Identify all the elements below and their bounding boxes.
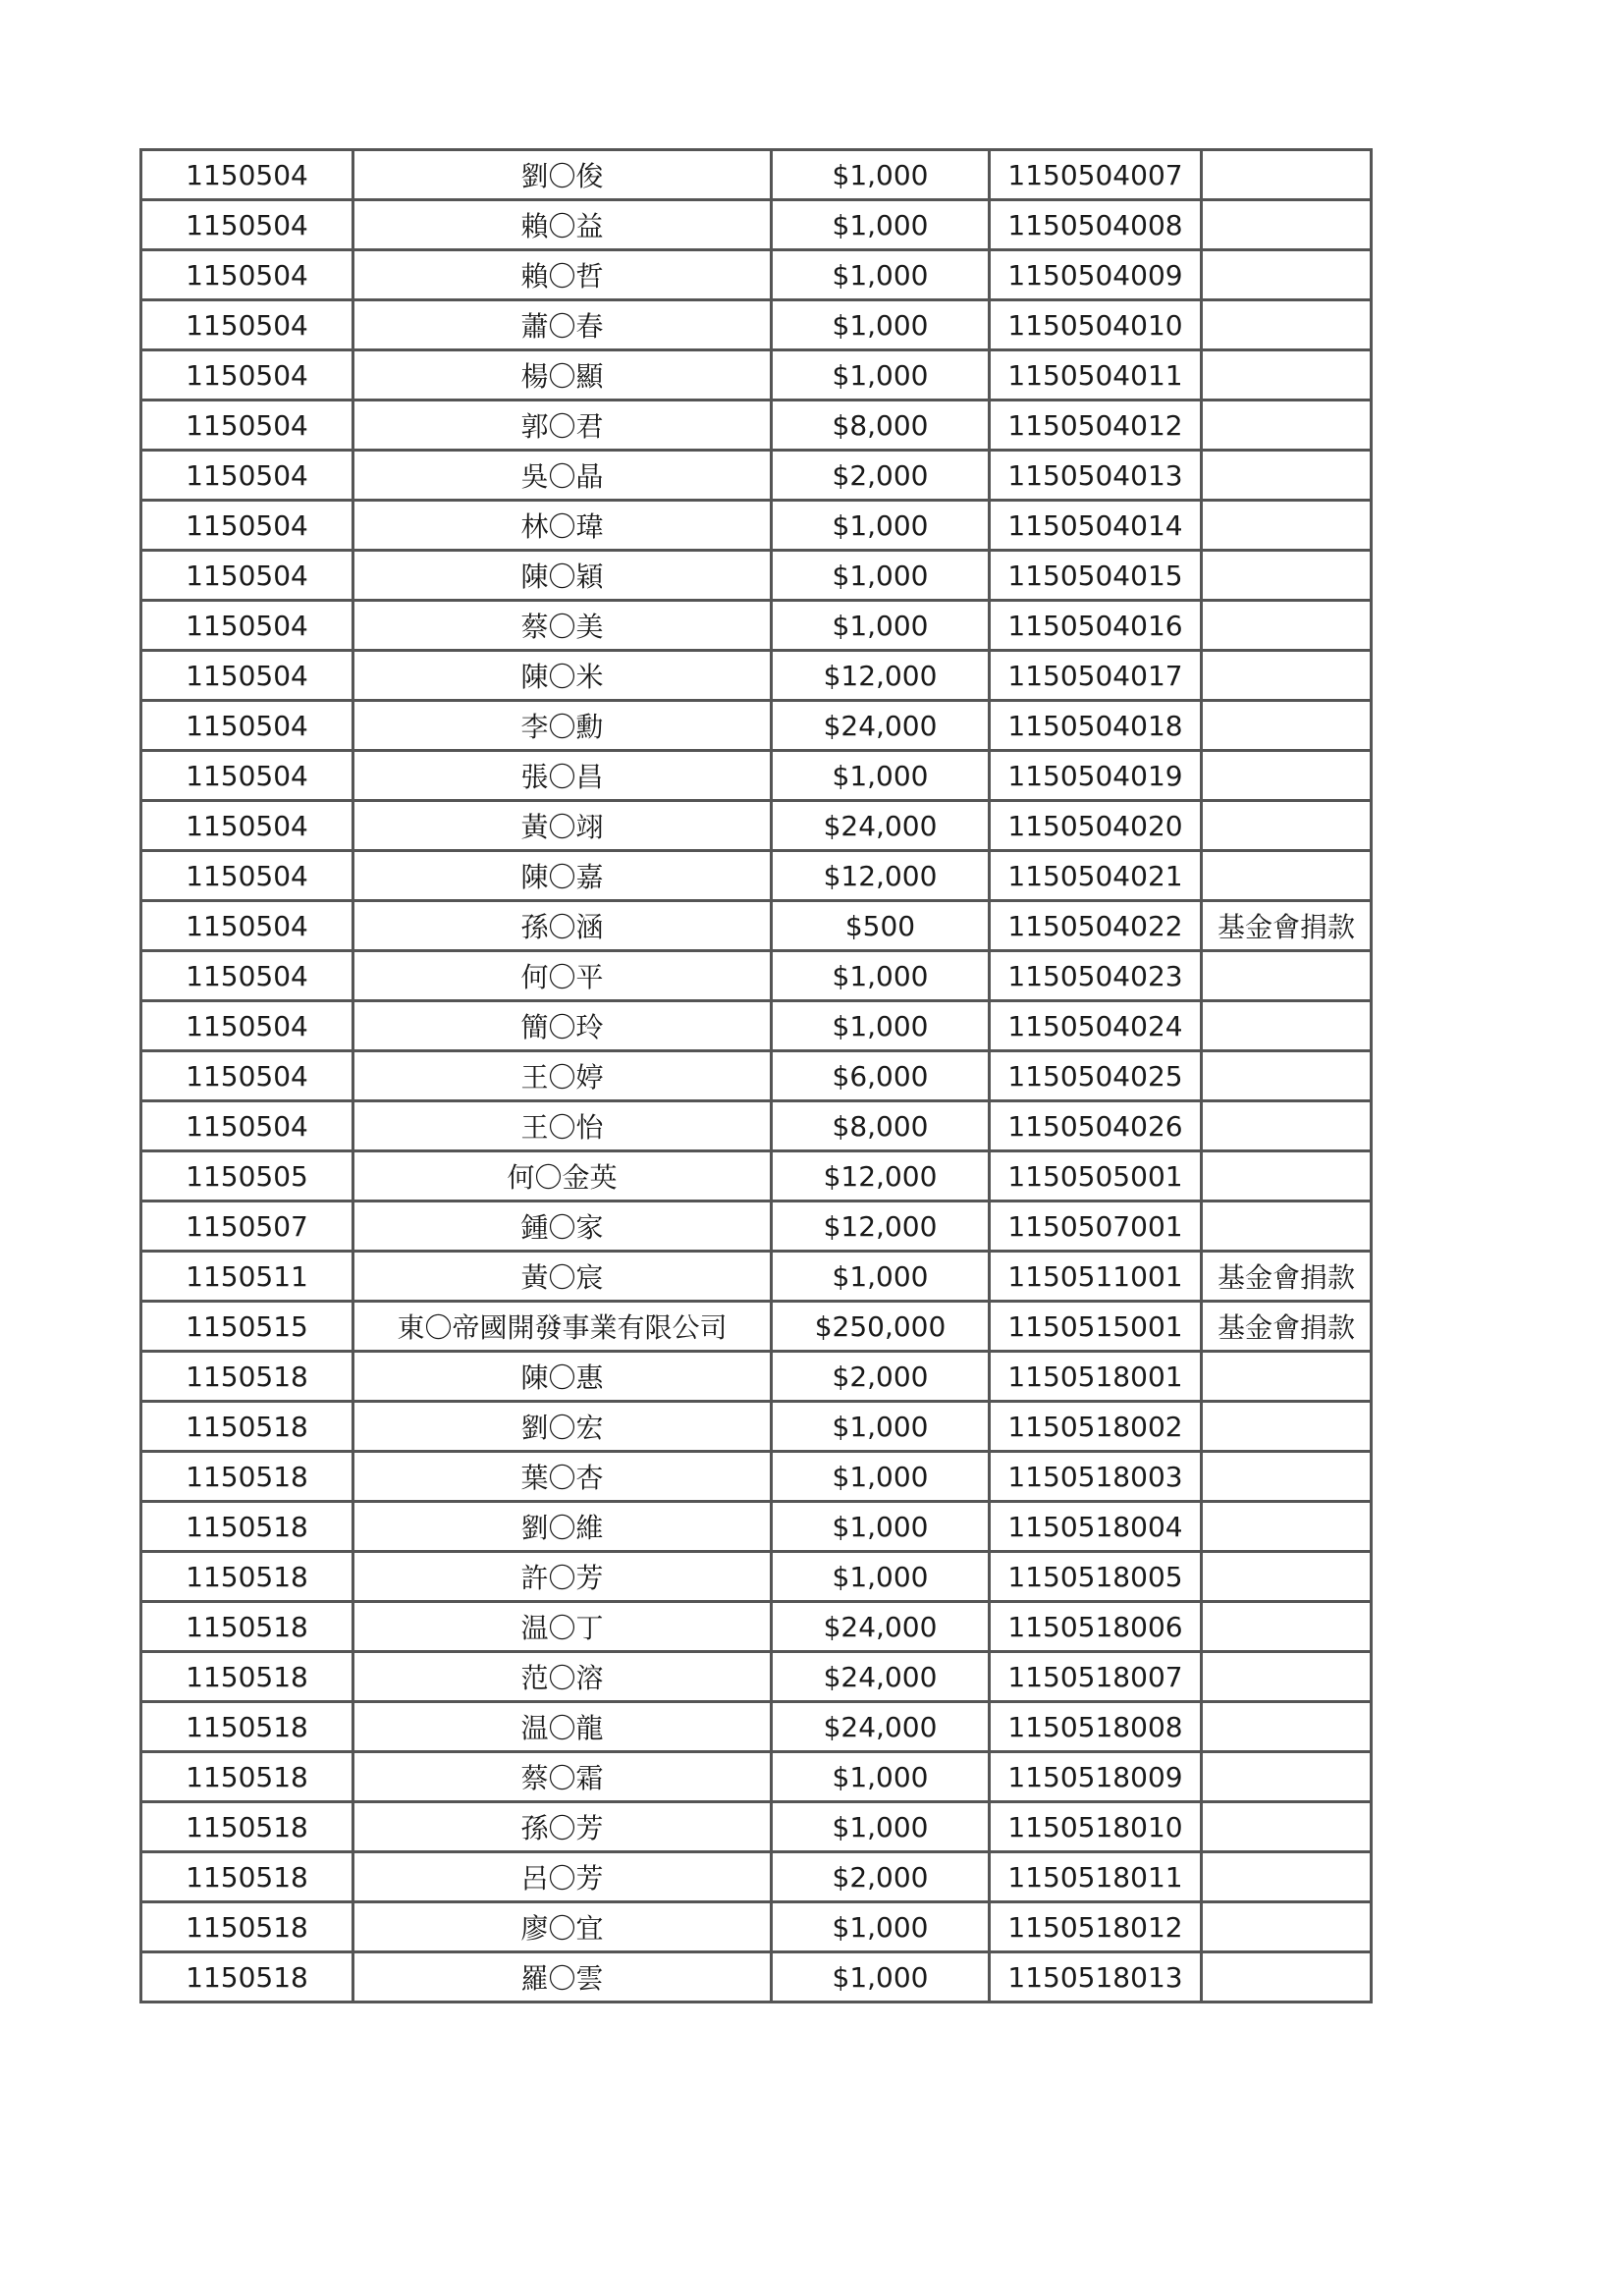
receipt-number-cell: 1150504019 <box>990 751 1202 801</box>
date-cell: 1150518 <box>141 1602 353 1652</box>
table-row <box>141 1802 1372 1852</box>
donor-name-cell: 許〇芳 <box>353 1552 772 1602</box>
amount-cell: $12,000 <box>772 851 990 901</box>
donor-name-cell: 陳〇嘉 <box>353 851 772 901</box>
amount-cell: $12,000 <box>772 651 990 701</box>
donor-name-cell: 陳〇惠 <box>353 1352 772 1402</box>
donor-name-cell: 鍾〇家 <box>353 1201 772 1252</box>
note-cell <box>1202 951 1372 1001</box>
amount-cell: $6,000 <box>772 1051 990 1101</box>
amount-cell: $1,000 <box>772 1001 990 1051</box>
receipt-number-cell: 1150504018 <box>990 701 1202 751</box>
table-row <box>141 1302 1372 1352</box>
receipt-number-cell: 1150504022 <box>990 901 1202 951</box>
amount-cell: $1,000 <box>772 200 990 250</box>
receipt-number-cell: 1150504012 <box>990 400 1202 451</box>
donor-name-cell: 呂〇芳 <box>353 1852 772 1902</box>
note-cell: 基金會捐款 <box>1202 901 1372 951</box>
note-cell <box>1202 1201 1372 1252</box>
note-cell <box>1202 1902 1372 1952</box>
donor-name-cell: 蕭〇春 <box>353 300 772 350</box>
date-cell: 1150504 <box>141 551 353 601</box>
receipt-number-cell: 1150504020 <box>990 801 1202 851</box>
date-cell: 1150518 <box>141 1852 353 1902</box>
receipt-number-cell: 1150504010 <box>990 300 1202 350</box>
date-cell: 1150507 <box>141 1201 353 1252</box>
table-row <box>141 1402 1372 1452</box>
date-cell: 1150504 <box>141 350 353 400</box>
donation-table-body <box>141 150 1372 2002</box>
donor-name-cell: 葉〇杏 <box>353 1452 772 1502</box>
amount-cell: $1,000 <box>772 1552 990 1602</box>
table-row <box>141 901 1372 951</box>
note-cell <box>1202 1952 1372 2002</box>
receipt-number-cell: 1150518006 <box>990 1602 1202 1652</box>
receipt-number-cell: 1150504025 <box>990 1051 1202 1101</box>
date-cell: 1150505 <box>141 1151 353 1201</box>
note-cell <box>1202 300 1372 350</box>
note-cell <box>1202 1352 1372 1402</box>
donor-name-cell: 温〇龍 <box>353 1702 772 1752</box>
donor-name-cell: 林〇瑋 <box>353 501 772 551</box>
table-row <box>141 1352 1372 1402</box>
donor-name-cell: 賴〇益 <box>353 200 772 250</box>
receipt-number-cell: 1150518010 <box>990 1802 1202 1852</box>
date-cell: 1150504 <box>141 801 353 851</box>
date-cell: 1150518 <box>141 1552 353 1602</box>
receipt-number-cell: 1150504007 <box>990 150 1202 200</box>
note-cell <box>1202 751 1372 801</box>
table-row <box>141 1752 1372 1802</box>
receipt-number-cell: 1150518002 <box>990 1402 1202 1452</box>
table-row <box>141 1652 1372 1702</box>
table-row <box>141 1452 1372 1502</box>
receipt-number-cell: 1150518005 <box>990 1552 1202 1602</box>
amount-cell: $1,000 <box>772 1502 990 1552</box>
amount-cell: $1,000 <box>772 1802 990 1852</box>
note-cell: 基金會捐款 <box>1202 1252 1372 1302</box>
receipt-number-cell: 1150504021 <box>990 851 1202 901</box>
donor-name-cell: 廖〇宜 <box>353 1902 772 1952</box>
note-cell <box>1202 1802 1372 1852</box>
donor-name-cell: 東〇帝國開發事業有限公司 <box>353 1302 772 1352</box>
amount-cell: $1,000 <box>772 1402 990 1452</box>
receipt-number-cell: 1150504017 <box>990 651 1202 701</box>
amount-cell: $12,000 <box>772 1151 990 1201</box>
receipt-number-cell: 1150504023 <box>990 951 1202 1001</box>
amount-cell: $24,000 <box>772 1652 990 1702</box>
table-row <box>141 350 1372 400</box>
donor-name-cell: 吳〇晶 <box>353 451 772 501</box>
note-cell <box>1202 350 1372 400</box>
note-cell <box>1202 1051 1372 1101</box>
donor-name-cell: 何〇金英 <box>353 1151 772 1201</box>
donation-table <box>139 148 1373 2003</box>
donor-name-cell: 孫〇涵 <box>353 901 772 951</box>
table-row <box>141 551 1372 601</box>
receipt-number-cell: 1150504015 <box>990 551 1202 601</box>
donor-name-cell: 陳〇穎 <box>353 551 772 601</box>
table-row <box>141 1552 1372 1602</box>
note-cell <box>1202 1852 1372 1902</box>
receipt-number-cell: 1150518012 <box>990 1902 1202 1952</box>
table-row <box>141 1952 1372 2002</box>
date-cell: 1150504 <box>141 200 353 250</box>
amount-cell: $1,000 <box>772 601 990 651</box>
receipt-number-cell: 1150511001 <box>990 1252 1202 1302</box>
donor-name-cell: 王〇怡 <box>353 1101 772 1151</box>
donor-name-cell: 劉〇俊 <box>353 150 772 200</box>
amount-cell: $2,000 <box>772 451 990 501</box>
table-row <box>141 400 1372 451</box>
receipt-number-cell: 1150504011 <box>990 350 1202 400</box>
receipt-number-cell: 1150504014 <box>990 501 1202 551</box>
donor-name-cell: 簡〇玲 <box>353 1001 772 1051</box>
note-cell <box>1202 851 1372 901</box>
date-cell: 1150518 <box>141 1952 353 2002</box>
date-cell: 1150518 <box>141 1652 353 1702</box>
receipt-number-cell: 1150518004 <box>990 1502 1202 1552</box>
donor-name-cell: 孫〇芳 <box>353 1802 772 1852</box>
date-cell: 1150504 <box>141 1001 353 1051</box>
amount-cell: $24,000 <box>772 1602 990 1652</box>
amount-cell: $1,000 <box>772 150 990 200</box>
receipt-number-cell: 1150504009 <box>990 250 1202 300</box>
note-cell <box>1202 1151 1372 1201</box>
amount-cell: $1,000 <box>772 350 990 400</box>
note-cell <box>1202 1001 1372 1051</box>
amount-cell: $12,000 <box>772 1201 990 1252</box>
receipt-number-cell: 1150518011 <box>990 1852 1202 1902</box>
note-cell <box>1202 1752 1372 1802</box>
date-cell: 1150504 <box>141 651 353 701</box>
donor-name-cell: 陳〇米 <box>353 651 772 701</box>
receipt-number-cell: 1150505001 <box>990 1151 1202 1201</box>
note-cell <box>1202 1101 1372 1151</box>
amount-cell: $1,000 <box>772 1252 990 1302</box>
receipt-number-cell: 1150518009 <box>990 1752 1202 1802</box>
date-cell: 1150504 <box>141 400 353 451</box>
donor-name-cell: 范〇溶 <box>353 1652 772 1702</box>
donor-name-cell: 羅〇雲 <box>353 1952 772 2002</box>
table-row <box>141 1502 1372 1552</box>
note-cell <box>1202 1402 1372 1452</box>
note-cell <box>1202 801 1372 851</box>
amount-cell: $2,000 <box>772 1852 990 1902</box>
table-row <box>141 250 1372 300</box>
note-cell <box>1202 1452 1372 1502</box>
receipt-number-cell: 1150504024 <box>990 1001 1202 1051</box>
receipt-number-cell: 1150515001 <box>990 1302 1202 1352</box>
table-row <box>141 751 1372 801</box>
donor-name-cell: 王〇婷 <box>353 1051 772 1101</box>
note-cell <box>1202 1552 1372 1602</box>
date-cell: 1150518 <box>141 1702 353 1752</box>
table-row <box>141 851 1372 901</box>
amount-cell: $1,000 <box>772 1902 990 1952</box>
table-row <box>141 651 1372 701</box>
table-row <box>141 701 1372 751</box>
receipt-number-cell: 1150504008 <box>990 200 1202 250</box>
date-cell: 1150518 <box>141 1402 353 1452</box>
table-row <box>141 451 1372 501</box>
amount-cell: $2,000 <box>772 1352 990 1402</box>
note-cell <box>1202 1602 1372 1652</box>
amount-cell: $1,000 <box>772 501 990 551</box>
table-row <box>141 300 1372 350</box>
donor-name-cell: 蔡〇美 <box>353 601 772 651</box>
receipt-number-cell: 1150504013 <box>990 451 1202 501</box>
amount-cell: $1,000 <box>772 951 990 1001</box>
date-cell: 1150511 <box>141 1252 353 1302</box>
table-row <box>141 951 1372 1001</box>
note-cell <box>1202 451 1372 501</box>
date-cell: 1150504 <box>141 751 353 801</box>
donor-name-cell: 劉〇宏 <box>353 1402 772 1452</box>
note-cell <box>1202 150 1372 200</box>
date-cell: 1150518 <box>141 1452 353 1502</box>
donor-name-cell: 李〇勳 <box>353 701 772 751</box>
date-cell: 1150518 <box>141 1902 353 1952</box>
table-row <box>141 1702 1372 1752</box>
table-row <box>141 1252 1372 1302</box>
note-cell <box>1202 1702 1372 1752</box>
table-row <box>141 501 1372 551</box>
amount-cell: $8,000 <box>772 1101 990 1151</box>
date-cell: 1150518 <box>141 1802 353 1852</box>
donor-name-cell: 何〇平 <box>353 951 772 1001</box>
table-row <box>141 1001 1372 1051</box>
donor-name-cell: 温〇丁 <box>353 1602 772 1652</box>
note-cell <box>1202 601 1372 651</box>
date-cell: 1150504 <box>141 250 353 300</box>
amount-cell: $1,000 <box>772 1752 990 1802</box>
date-cell: 1150518 <box>141 1352 353 1402</box>
date-cell: 1150504 <box>141 1051 353 1101</box>
note-cell <box>1202 1502 1372 1552</box>
date-cell: 1150504 <box>141 901 353 951</box>
table-row <box>141 1151 1372 1201</box>
date-cell: 1150504 <box>141 851 353 901</box>
date-cell: 1150504 <box>141 150 353 200</box>
receipt-number-cell: 1150504016 <box>990 601 1202 651</box>
note-cell <box>1202 200 1372 250</box>
date-cell: 1150504 <box>141 601 353 651</box>
date-cell: 1150504 <box>141 951 353 1001</box>
date-cell: 1150504 <box>141 701 353 751</box>
amount-cell: $250,000 <box>772 1302 990 1352</box>
amount-cell: $1,000 <box>772 551 990 601</box>
note-cell <box>1202 501 1372 551</box>
date-cell: 1150504 <box>141 1101 353 1151</box>
donor-name-cell: 賴〇哲 <box>353 250 772 300</box>
table-row <box>141 1902 1372 1952</box>
table-row <box>141 801 1372 851</box>
receipt-number-cell: 1150518001 <box>990 1352 1202 1402</box>
date-cell: 1150504 <box>141 300 353 350</box>
note-cell <box>1202 250 1372 300</box>
table-row <box>141 200 1372 250</box>
date-cell: 1150518 <box>141 1752 353 1802</box>
donor-name-cell: 黃〇宸 <box>353 1252 772 1302</box>
amount-cell: $1,000 <box>772 1452 990 1502</box>
receipt-number-cell: 1150518013 <box>990 1952 1202 2002</box>
date-cell: 1150518 <box>141 1502 353 1552</box>
donor-name-cell: 黃〇翊 <box>353 801 772 851</box>
receipt-number-cell: 1150518007 <box>990 1652 1202 1702</box>
date-cell: 1150515 <box>141 1302 353 1352</box>
receipt-number-cell: 1150507001 <box>990 1201 1202 1252</box>
receipt-number-cell: 1150504026 <box>990 1101 1202 1151</box>
note-cell <box>1202 1652 1372 1702</box>
table-row <box>141 1602 1372 1652</box>
note-cell <box>1202 701 1372 751</box>
table-row <box>141 1051 1372 1101</box>
date-cell: 1150504 <box>141 451 353 501</box>
donor-name-cell: 蔡〇霜 <box>353 1752 772 1802</box>
date-cell: 1150504 <box>141 501 353 551</box>
amount-cell: $8,000 <box>772 400 990 451</box>
receipt-number-cell: 1150518008 <box>990 1702 1202 1752</box>
table-row <box>141 601 1372 651</box>
amount-cell: $1,000 <box>772 250 990 300</box>
donor-name-cell: 劉〇維 <box>353 1502 772 1552</box>
table-row <box>141 150 1372 200</box>
table-row <box>141 1852 1372 1902</box>
amount-cell: $24,000 <box>772 801 990 851</box>
donor-name-cell: 郭〇君 <box>353 400 772 451</box>
receipt-number-cell: 1150518003 <box>990 1452 1202 1502</box>
note-cell: 基金會捐款 <box>1202 1302 1372 1352</box>
donor-name-cell: 楊〇顯 <box>353 350 772 400</box>
amount-cell: $1,000 <box>772 1952 990 2002</box>
amount-cell: $1,000 <box>772 300 990 350</box>
table-row <box>141 1101 1372 1151</box>
table-row <box>141 1201 1372 1252</box>
amount-cell: $24,000 <box>772 1702 990 1752</box>
amount-cell: $24,000 <box>772 701 990 751</box>
note-cell <box>1202 651 1372 701</box>
note-cell <box>1202 400 1372 451</box>
note-cell <box>1202 551 1372 601</box>
amount-cell: $1,000 <box>772 751 990 801</box>
amount-cell: $500 <box>772 901 990 951</box>
donor-name-cell: 張〇昌 <box>353 751 772 801</box>
